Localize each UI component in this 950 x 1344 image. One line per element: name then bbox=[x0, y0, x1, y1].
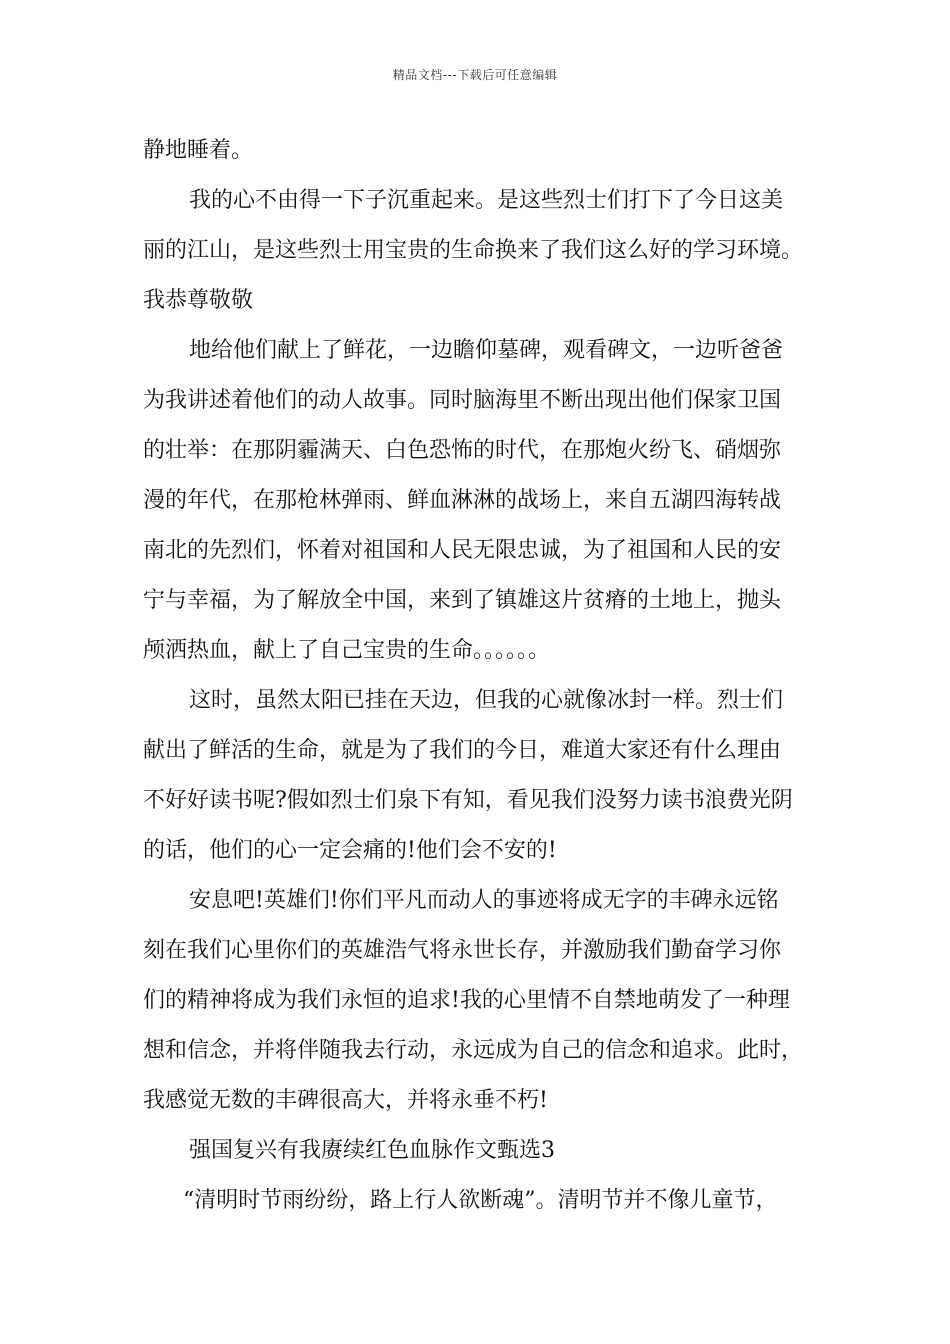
text-line: 安息吧!英雄们!你们平凡而动人的事迹将成无字的丰碑永远铭 bbox=[189, 888, 779, 913]
text-line: 南北的先烈们，怀着对祖国和人民无限忠诚，为了祖国和人民的安 bbox=[143, 538, 782, 563]
text-line: 地给他们献上了鲜花，一边瞻仰墓碑，观看碑文，一边听爸爸 bbox=[189, 338, 784, 363]
text-line: 漫的年代，在那枪林弹雨、鲜血淋淋的战场上，来自五湖四海转战 bbox=[143, 488, 782, 513]
text-line: 这时，虽然太阳已挂在天边，但我的心就像冰封一样。烈士们 bbox=[189, 688, 784, 713]
text-line: 的话，他们的心一定会痛的!他们会不安的! bbox=[143, 838, 557, 863]
text-line: 们的精神将成为我们永恒的追求!我的心里情不自禁地萌发了一种理 bbox=[143, 988, 790, 1013]
text-line: 的壮举：在那阴霾满天、白色恐怖的时代，在那炮火纷飞、硝烟弥 bbox=[143, 438, 782, 463]
section-title: 强国复兴有我赓续红色血脉作文甄选3 bbox=[189, 1138, 555, 1163]
text-line: 献出了鲜活的生命，就是为了我们的今日，难道大家还有什么理由 bbox=[143, 738, 782, 763]
text-line: 丽的江山，是这些烈士用宝贵的生命换来了我们这么好的学习环境。 bbox=[143, 238, 804, 263]
text-line: 静地睡着。 bbox=[143, 138, 254, 163]
text-line: 为我讲述着他们的动人故事。同时脑海里不断出现出他们保家卫国 bbox=[143, 388, 782, 413]
text-line: 刻在我们心里你们的英雄浩气将永世长存，并激励我们勤奋学习你 bbox=[143, 938, 782, 963]
page-header: 精品文档---下载后可任意编辑 bbox=[392, 68, 558, 82]
text-line: 不好好读书呢?假如烈士们泉下有知，看见我们没努力读书浪费光阴 bbox=[143, 788, 793, 813]
text-line: 我感觉无数的丰碑很高大，并将永垂不朽! bbox=[143, 1088, 548, 1113]
text-line: “清明时节雨纷纷，路上行人欲断魂”。清明节并不像儿童节， bbox=[183, 1188, 778, 1213]
text-line: 颅洒热血，献上了自己宝贵的生命。。。。。。 bbox=[143, 638, 551, 663]
text-line: 我的心不由得一下子沉重起来。是这些烈士们打下了今日这美 bbox=[189, 188, 784, 213]
text-line: 想和信念，并将伴随我去行动，永远成为自己的信念和追求。此时， bbox=[143, 1038, 804, 1063]
text-line: 我恭尊敬敬 bbox=[143, 288, 254, 313]
document-body bbox=[143, 126, 833, 1226]
text-line: 宁与幸福，为了解放全中国，来到了镇雄这片贫瘠的土地上，抛头 bbox=[143, 588, 782, 613]
